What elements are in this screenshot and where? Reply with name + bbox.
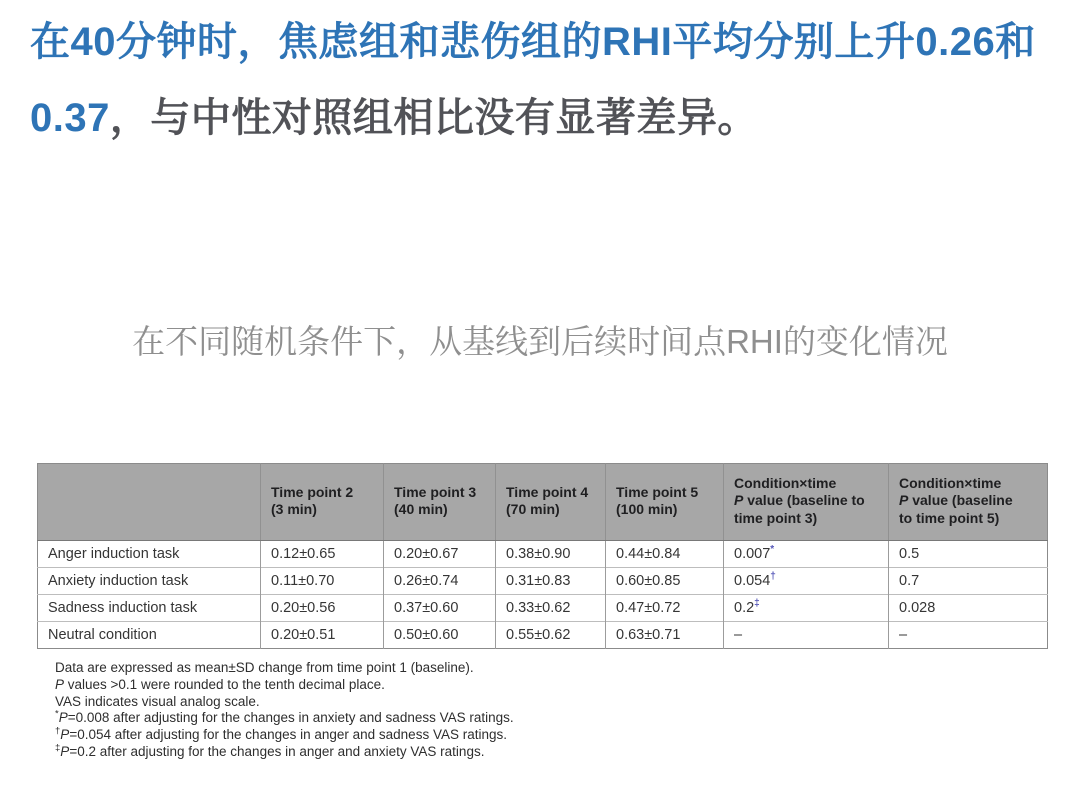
italic-p: P xyxy=(55,676,65,692)
table-figure xyxy=(37,463,1047,761)
footnote-text: values >0.1 were rounded to the tenth decimal place. xyxy=(64,676,385,692)
footnote-line xyxy=(55,744,1047,761)
cell-value: 0.33±0.62 xyxy=(496,595,606,622)
column-header-pvalue-tp3 xyxy=(724,464,889,541)
column-header-text: Condition×time xyxy=(899,474,1002,491)
row-label: Neutral condition xyxy=(38,622,261,649)
footnote-line xyxy=(55,660,1047,677)
table-caption: 在不同随机条件下，从基线到后续时间点RHI的变化情况 xyxy=(132,323,948,360)
footnote-text: =0.008 after adjusting for the changes in anxiety and sadness VAS ratings. xyxy=(67,710,514,726)
footnote-text: Data are expressed as mean±SD change from time point 1 (baseline). xyxy=(55,660,474,675)
cell-pvalue: 0.028 xyxy=(889,595,1048,622)
page-title-highlight: 在40分钟时，焦虑组和悲伤组的RHI平均分别上升0.26和0.37 xyxy=(30,20,1036,140)
cell-value: 0.31±0.83 xyxy=(496,568,606,595)
footnote-line xyxy=(55,710,1047,727)
column-header-subtext: (3 min) xyxy=(271,501,317,517)
italic-p: P xyxy=(58,710,68,726)
cell-pvalue xyxy=(724,595,889,622)
cell-value: 0.44±0.84 xyxy=(606,541,724,568)
cell-value: 0.26±0.74 xyxy=(384,568,496,595)
column-header-empty xyxy=(38,464,261,541)
column-header-text: Time point 5 xyxy=(616,483,699,500)
footnote-marker: * xyxy=(55,708,59,720)
cell-value: 0.12±0.65 xyxy=(261,541,384,568)
column-header-subtext: (40 min) xyxy=(394,501,448,517)
table-header-row xyxy=(38,464,1048,541)
column-header-text: to time point 5) xyxy=(899,509,1000,526)
cell-value: 0.20±0.56 xyxy=(261,595,384,622)
pvalue-text: 0.007 xyxy=(734,546,771,562)
italic-p: P xyxy=(734,492,744,509)
italic-p: P xyxy=(60,727,70,743)
cell-value: 0.37±0.60 xyxy=(384,595,496,622)
footnote-text: =0.054 after adjusting for the changes in anger and sadness VAS ratings. xyxy=(69,727,507,743)
cell-value: 0.47±0.72 xyxy=(606,595,724,622)
row-label: Anxiety induction task xyxy=(38,568,261,595)
footnote-marker: * xyxy=(770,544,775,556)
footnote-marker: † xyxy=(770,571,776,583)
pvalue-text: 0.2 xyxy=(734,600,755,616)
column-header-text: time point 3) xyxy=(734,509,818,526)
footnote-line xyxy=(55,727,1047,744)
footnote-marker: ‡ xyxy=(55,742,61,754)
column-header-timepoint5 xyxy=(606,464,724,541)
column-header-timepoint2 xyxy=(261,464,384,541)
italic-p: P xyxy=(60,743,70,759)
page-title-rest: ，与中性对照组相比没有显著差异。 xyxy=(109,96,758,140)
page-title xyxy=(30,4,1052,156)
footnote-marker: † xyxy=(55,725,61,737)
column-header-subtext: (100 min) xyxy=(616,501,678,517)
table-row-anger xyxy=(38,541,1048,568)
footnote-line xyxy=(55,694,1047,711)
column-header-timepoint4 xyxy=(496,464,606,541)
rhi-change-table xyxy=(37,463,1048,649)
column-header-timepoint3 xyxy=(384,464,496,541)
cell-value: 0.60±0.85 xyxy=(606,568,724,595)
cell-value: 0.20±0.51 xyxy=(261,622,384,649)
pvalue-text: 0.054 xyxy=(734,573,771,589)
cell-pvalue: – xyxy=(889,622,1048,649)
cell-pvalue xyxy=(724,568,889,595)
column-header-text: Time point 3 xyxy=(394,483,477,500)
cell-value: 0.11±0.70 xyxy=(261,568,384,595)
cell-value: 0.20±0.67 xyxy=(384,541,496,568)
cell-value: 0.50±0.60 xyxy=(384,622,496,649)
table-row-neutral xyxy=(38,622,1048,649)
cell-pvalue: 0.7 xyxy=(889,568,1048,595)
italic-p: P xyxy=(899,492,909,509)
footnote-marker: ‡ xyxy=(754,598,760,610)
table-row-sadness xyxy=(38,595,1048,622)
cell-value: 0.38±0.90 xyxy=(496,541,606,568)
footnote-line xyxy=(55,677,1047,694)
cell-pvalue xyxy=(724,541,889,568)
column-header-text: Condition×time xyxy=(734,474,837,491)
column-header-text: value (baseline xyxy=(908,492,1013,509)
cell-pvalue xyxy=(724,622,889,649)
cell-pvalue: 0.5 xyxy=(889,541,1048,568)
table-footnotes xyxy=(55,660,1047,761)
column-header-pvalue-tp5 xyxy=(889,464,1048,541)
footnote-text: VAS indicates visual analog scale. xyxy=(55,693,260,709)
column-header-subtext: (70 min) xyxy=(506,501,560,517)
column-header-text: Time point 4 xyxy=(506,483,589,500)
table-row-anxiety xyxy=(38,568,1048,595)
row-label: Anger induction task xyxy=(38,541,261,568)
cell-value: 0.55±0.62 xyxy=(496,622,606,649)
row-label: Sadness induction task xyxy=(38,595,261,622)
footnote-text: =0.2 after adjusting for the changes in anger and anxiety VAS ratings. xyxy=(69,743,485,759)
cell-value: 0.63±0.71 xyxy=(606,622,724,649)
column-header-text: value (baseline to xyxy=(743,492,865,509)
column-header-text: Time point 2 xyxy=(271,483,354,500)
pvalue-text: – xyxy=(734,627,743,643)
